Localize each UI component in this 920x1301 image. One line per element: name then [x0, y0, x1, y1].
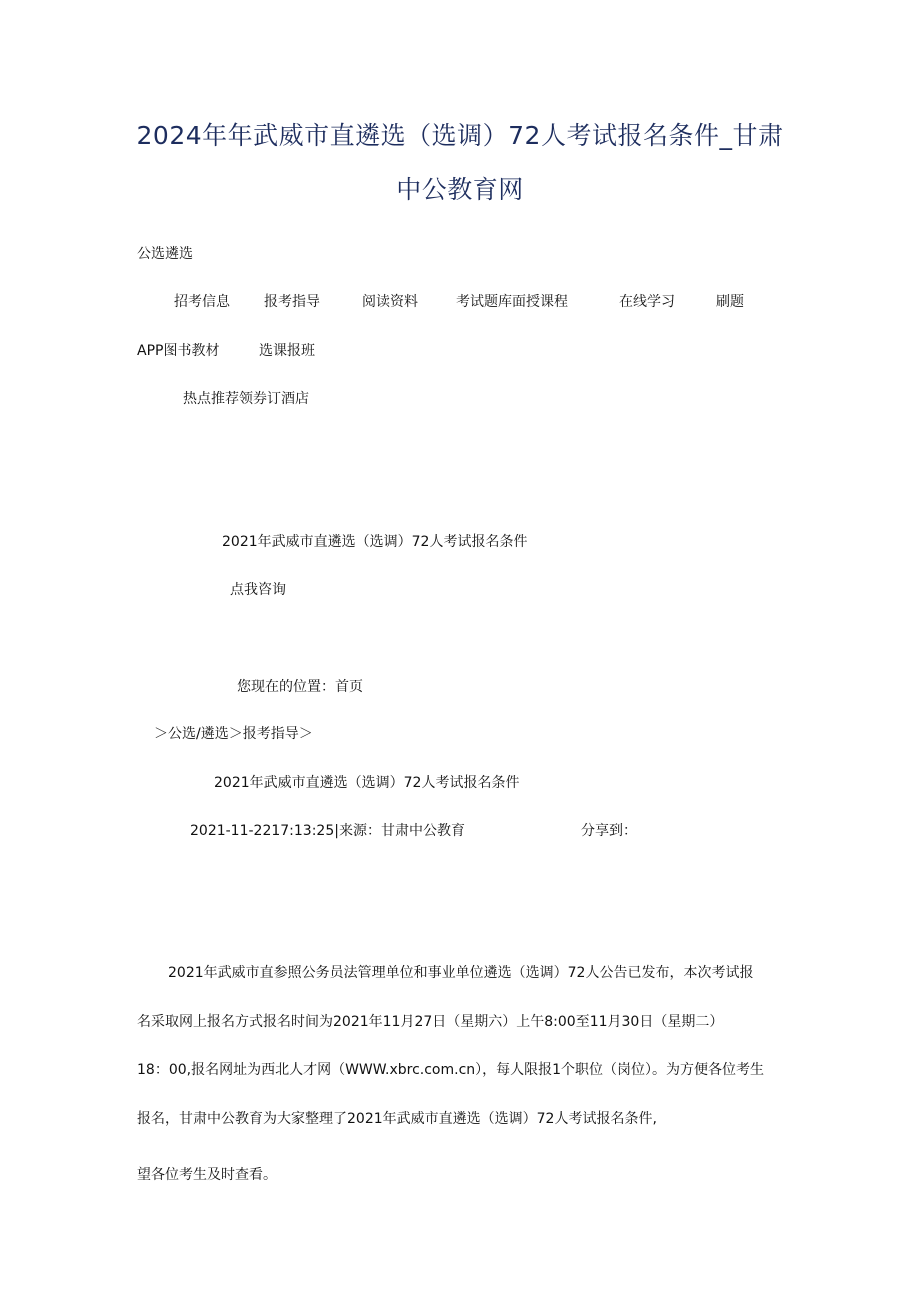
breadcrumb-prefix: 您现在的位置：首页 — [237, 679, 363, 695]
consult-link[interactable]: 点我咨询 — [230, 582, 286, 598]
nav-item-online-learning[interactable]: 在线学习 — [619, 294, 675, 310]
nav-item-question-bank-courses[interactable]: 考试题库面授课程 — [456, 294, 568, 310]
body-line-3: 18：00,报名网址为西北人才网（WWW.xbrc.com.cn），每人限报1个职位（岗位）。为方便各位考生 — [137, 1062, 765, 1078]
page-title: 2024年年武威市直遴选（选调）72人考试报名条件_甘肃 — [136, 121, 784, 150]
page-title-line2: 中公教育网 — [396, 175, 524, 204]
body-line-5: 望各位考生及时查看。 — [137, 1167, 277, 1183]
nav-item-recruitment-info[interactable]: 招考信息 — [174, 294, 230, 310]
nav-item-application-guide[interactable]: 报考指导 — [264, 294, 320, 310]
breadcrumb[interactable]: ＞公选/遴选＞报考指导＞ — [154, 726, 313, 742]
body-line-2: 名采取网上报名方式报名时间为2021年11月27日（星期六）上午8:00至11月30日（星期二） — [137, 1014, 724, 1030]
banner-heading: 2021年武威市直遴选（选调）72人考试报名条件 — [222, 534, 528, 550]
nav-item-hot-recommend[interactable]: 热点推荐领券订酒店 — [183, 391, 309, 407]
nav-item-practice[interactable]: 刷题 — [716, 294, 744, 310]
post-title: 2021年武威市直遴选（选调）72人考试报名条件 — [214, 775, 520, 791]
body-line-4: 报名，甘肃中公教育为大家整理了2021年武威市直遴选（选调）72人考试报名条件, — [137, 1111, 657, 1127]
nav-item-app-books[interactable]: APP图书教材 — [137, 343, 220, 359]
nav-item-course-enroll[interactable]: 选课报班 — [259, 343, 315, 359]
category-label[interactable]: 公选遴选 — [137, 246, 193, 262]
post-meta: 2021-11-2217:13:25|来源：甘肃中公教育 — [190, 823, 465, 839]
body-line-1: 2021年武威市直参照公务员法管理单位和事业单位遴选（选调）72人公告已发布，本次考试报 — [168, 965, 754, 981]
nav-item-reading-materials[interactable]: 阅读资料 — [362, 294, 418, 310]
share-label[interactable]: 分享到： — [581, 823, 637, 839]
